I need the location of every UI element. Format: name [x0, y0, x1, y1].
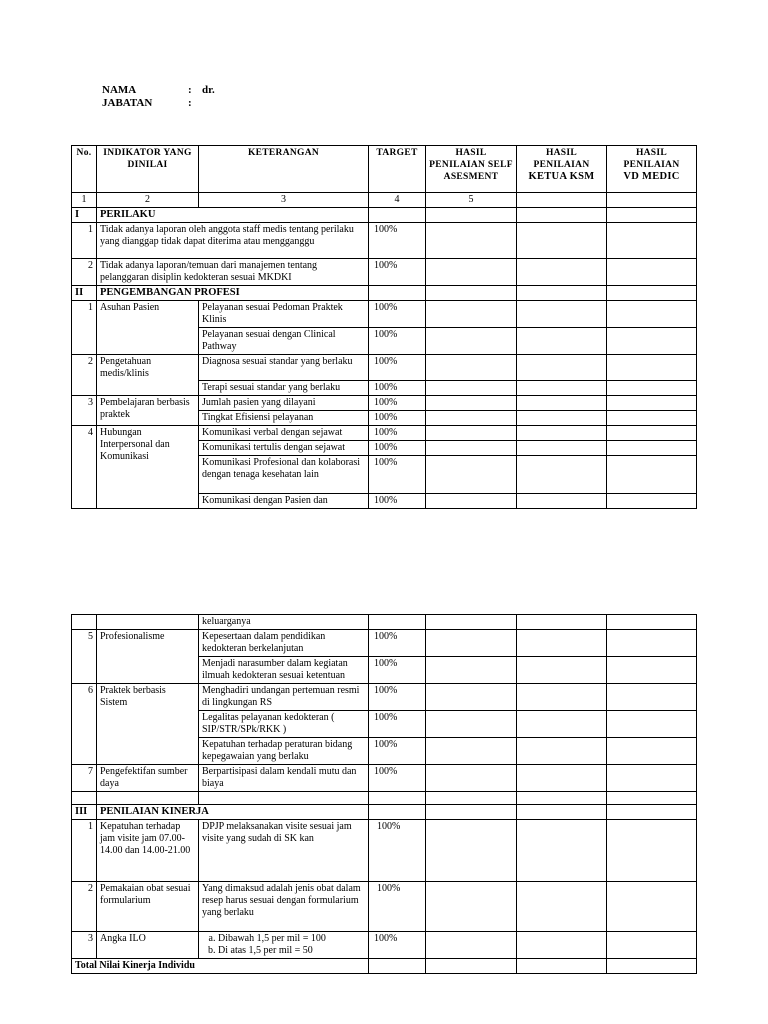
- table-row: [72, 820, 697, 882]
- table-row: [72, 223, 697, 259]
- section-title: PENILAIAN KINERJA: [97, 805, 369, 820]
- self-score-cell[interactable]: [426, 657, 517, 684]
- vd-bottom: VD MEDIC: [623, 171, 680, 182]
- row-number: 1: [72, 223, 97, 259]
- vd-score-cell[interactable]: [607, 259, 697, 286]
- ksm-bottom: KETUA KSM: [528, 171, 595, 182]
- self-score-cell[interactable]: [426, 396, 517, 411]
- total-row: [72, 959, 697, 974]
- nama-value: dr.: [202, 84, 215, 96]
- row-target: 100%: [369, 259, 426, 286]
- self-score-cell[interactable]: [426, 441, 517, 456]
- row-number: 7: [72, 765, 97, 792]
- jabatan-line: [102, 97, 202, 109]
- self-score-cell[interactable]: [426, 426, 517, 441]
- section-row-kinerja: [72, 805, 697, 820]
- table-row: [72, 396, 697, 411]
- ksm-score-cell[interactable]: [517, 355, 607, 381]
- row-text: Diagnosa sesuai standar yang berlaku: [199, 355, 369, 381]
- ksm-score-cell[interactable]: [517, 932, 607, 959]
- row-target: 100%: [369, 426, 426, 441]
- ksm-score-cell[interactable]: [517, 657, 607, 684]
- row-number: 2: [72, 355, 97, 396]
- self-score-cell[interactable]: [426, 494, 517, 509]
- indicator-name: Pengetahuan medis/klinis: [97, 355, 199, 396]
- col-number: 1: [72, 193, 97, 208]
- total-label: Total Nilai Kinerja Individu: [72, 959, 369, 974]
- row-target: 100%: [369, 738, 426, 765]
- row-text: DPJP melaksanakan visite sesuai jam visite yang sudah di SK kan: [199, 820, 369, 882]
- indicator-name: Profesionalisme: [97, 630, 199, 684]
- self-score-cell[interactable]: [426, 684, 517, 711]
- vd-score-cell[interactable]: [607, 820, 697, 882]
- table-row: [72, 882, 697, 932]
- table-row: [72, 426, 697, 441]
- vd-score-cell[interactable]: [607, 615, 697, 630]
- row-target: 100%: [369, 396, 426, 411]
- table-row: [72, 259, 697, 286]
- table-header-row: [72, 146, 697, 193]
- ksm-score-cell[interactable]: [517, 259, 607, 286]
- self-score-cell[interactable]: [426, 820, 517, 882]
- vd-top: HASIL PENILAIAN: [623, 148, 680, 170]
- row-number: 4: [72, 426, 97, 509]
- self-score-cell[interactable]: [426, 223, 517, 259]
- table-row: [72, 355, 697, 381]
- row-number: 6: [72, 684, 97, 765]
- self-score-cell[interactable]: [426, 738, 517, 765]
- col-header-indikator: INDIKATOR YANG DINILAI: [97, 146, 199, 193]
- vd-score-cell[interactable]: [607, 765, 697, 792]
- row-text: Komunikasi dengan Pasien dan: [199, 494, 369, 509]
- self-score-cell[interactable]: [426, 328, 517, 355]
- vd-score-cell[interactable]: [607, 441, 697, 456]
- table-row: [72, 765, 697, 792]
- row-text: Kepesertaan dalam pendidikan kedokteran berkelanjutan: [199, 630, 369, 657]
- ksm-score-cell[interactable]: [517, 765, 607, 792]
- self-score-cell[interactable]: [426, 259, 517, 286]
- row-text: Tingkat Efisiensi pelayanan: [199, 411, 369, 426]
- col-header-no: No.: [72, 146, 97, 193]
- ksm-score-cell[interactable]: [517, 630, 607, 657]
- ksm-score-cell[interactable]: [517, 301, 607, 328]
- row-target: 100%: [369, 355, 426, 381]
- table-row: [72, 630, 697, 657]
- row-number: 5: [72, 630, 97, 684]
- assessment-table-part-1: [71, 145, 697, 509]
- col-header-target: TARGET: [369, 146, 426, 193]
- self-score-cell[interactable]: [426, 456, 517, 494]
- ksm-score-cell[interactable]: [517, 441, 607, 456]
- ksm-score-cell[interactable]: [517, 882, 607, 932]
- ksm-score-cell[interactable]: [517, 381, 607, 396]
- self-score-cell[interactable]: [426, 615, 517, 630]
- vd-score-cell[interactable]: [607, 494, 697, 509]
- table-row: [72, 684, 697, 711]
- row-number: 1: [72, 820, 97, 882]
- self-total-cell[interactable]: [426, 959, 517, 974]
- indicator-name: Asuhan Pasien: [97, 301, 199, 355]
- row-text: Menjadi narasumber dalam kegiatan ilmuah kedokteran sesuai ketentuan: [199, 657, 369, 684]
- row-target: 100%: [369, 630, 426, 657]
- vd-score-cell[interactable]: [607, 396, 697, 411]
- row-text: Legalitas pelayanan kedokteran ( SIP/STR/SPk/RKK ): [199, 711, 369, 738]
- ksm-score-cell[interactable]: [517, 456, 607, 494]
- col-number: 4: [369, 193, 426, 208]
- row-number: 2: [72, 882, 97, 932]
- table-row: [72, 615, 697, 630]
- vd-score-cell[interactable]: [607, 657, 697, 684]
- self-score-cell[interactable]: [426, 355, 517, 381]
- row-text: Komunikasi tertulis dengan sejawat: [199, 441, 369, 456]
- ksm-score-cell[interactable]: [517, 711, 607, 738]
- section-row-perilaku: [72, 208, 697, 223]
- vd-score-cell[interactable]: [607, 932, 697, 959]
- empty-row: [72, 792, 697, 805]
- indicator-name: Kepatuhan terhadap jam visite jam 07.00-14.00 dan 14.00-21.00: [97, 820, 199, 882]
- ksm-score-cell[interactable]: [517, 223, 607, 259]
- row-text: Tidak adanya laporan/temuan dari manajemen tentang pelanggaran disiplin kedokteran sesuai MKDKI: [97, 259, 369, 286]
- vd-score-cell[interactable]: [607, 630, 697, 657]
- row-target: 100%: [369, 223, 426, 259]
- ilo-criteria-b: b. Di atas 1,5 per mil = 50: [218, 945, 365, 957]
- row-target: 100%: [369, 411, 426, 426]
- col-number: 5: [426, 193, 517, 208]
- row-number: 2: [72, 259, 97, 286]
- row-target: 100%: [369, 301, 426, 328]
- section-number: III: [72, 805, 97, 820]
- indicator-name: Hubungan Interpersonal dan Komunikasi: [97, 426, 199, 509]
- row-number: 3: [72, 932, 97, 959]
- assessment-table-part-2: [71, 614, 697, 974]
- ksm-score-cell[interactable]: [517, 411, 607, 426]
- row-text: Komunikasi Profesional dan kolaborasi dengan tenaga kesehatan lain: [199, 456, 369, 494]
- col-header-ketua-ksm: [517, 146, 607, 193]
- vd-score-cell[interactable]: [607, 355, 697, 381]
- row-target: 100%: [369, 711, 426, 738]
- indicator-name: Pembelajaran berbasis praktek: [97, 396, 199, 426]
- ksm-score-cell[interactable]: [517, 328, 607, 355]
- col-number: 3: [199, 193, 369, 208]
- row-text-continued: keluarganya: [199, 615, 369, 630]
- jabatan-label: JABATAN: [102, 97, 153, 109]
- ksm-total-cell[interactable]: [517, 959, 607, 974]
- ksm-score-cell[interactable]: [517, 494, 607, 509]
- col-number: 2: [97, 193, 199, 208]
- indicator-name: Pengefektifan sumber daya: [97, 765, 199, 792]
- nama-colon: :: [188, 84, 192, 96]
- row-target: 100%: [369, 684, 426, 711]
- col-number-row: [72, 193, 697, 208]
- vd-score-cell[interactable]: [607, 711, 697, 738]
- row-text: Komunikasi verbal dengan sejawat: [199, 426, 369, 441]
- section-title: PERILAKU: [97, 208, 369, 223]
- row-number: 1: [72, 301, 97, 355]
- indicator-name: Praktek berbasis Sistem: [97, 684, 199, 765]
- vd-score-cell[interactable]: [607, 328, 697, 355]
- row-text: Yang dimaksud adalah jenis obat dalam resep harus sesuai dengan formularium yang berlaku: [199, 882, 369, 932]
- col-header-keterangan: KETERANGAN: [199, 146, 369, 193]
- self-score-cell[interactable]: [426, 411, 517, 426]
- row-text: Terapi sesuai standar yang berlaku: [199, 381, 369, 396]
- ilo-criteria-a: a. Dibawah 1,5 per mil = 100: [218, 933, 365, 945]
- self-score-cell[interactable]: [426, 630, 517, 657]
- row-number: 3: [72, 396, 97, 426]
- ksm-top: HASIL PENILAIAN: [533, 148, 590, 170]
- self-score-cell[interactable]: [426, 381, 517, 396]
- table-row: [72, 301, 697, 328]
- row-target: 100%: [369, 882, 426, 932]
- row-text: Pelayanan sesuai dengan Clinical Pathway: [199, 328, 369, 355]
- ksm-score-cell[interactable]: [517, 684, 607, 711]
- section-row-profesi: [72, 286, 697, 301]
- row-target: 100%: [369, 381, 426, 396]
- vd-score-cell[interactable]: [607, 882, 697, 932]
- vd-score-cell[interactable]: [607, 684, 697, 711]
- ksm-score-cell[interactable]: [517, 820, 607, 882]
- ksm-score-cell[interactable]: [517, 738, 607, 765]
- row-text: Tidak adanya laporan oleh anggota staff medis tentang perilaku yang dianggap tidak dapat diterima atau mengganggu: [97, 223, 369, 259]
- row-target: 100%: [369, 657, 426, 684]
- vd-score-cell[interactable]: [607, 411, 697, 426]
- row-target: 100%: [369, 932, 426, 959]
- row-text: Pelayanan sesuai Pedoman Praktek Klinis: [199, 301, 369, 328]
- ksm-score-cell[interactable]: [517, 615, 607, 630]
- vd-score-cell[interactable]: [607, 301, 697, 328]
- jabatan-colon: :: [188, 97, 192, 109]
- vd-total-cell[interactable]: [607, 959, 697, 974]
- ksm-score-cell[interactable]: [517, 426, 607, 441]
- self-score-cell[interactable]: [426, 711, 517, 738]
- self-score-cell[interactable]: [426, 765, 517, 792]
- section-number: I: [72, 208, 97, 223]
- row-text: Berpartisipasi dalam kendali mutu dan biaya: [199, 765, 369, 792]
- row-target: 100%: [369, 441, 426, 456]
- vd-score-cell[interactable]: [607, 426, 697, 441]
- row-target: 100%: [369, 456, 426, 494]
- self-score-cell[interactable]: [426, 301, 517, 328]
- nama-label: NAMA: [102, 84, 137, 96]
- row-target: 100%: [369, 328, 426, 355]
- row-text: Menghadiri undangan pertemuan resmi di lingkungan RS: [199, 684, 369, 711]
- vd-score-cell[interactable]: [607, 223, 697, 259]
- vd-score-cell[interactable]: [607, 456, 697, 494]
- indicator-name: Pemakaian obat sesuai formularium: [97, 882, 199, 932]
- row-text: Jumlah pasien yang dilayani: [199, 396, 369, 411]
- row-target: 100%: [369, 494, 426, 509]
- row-text: Kepatuhan terhadap peraturan bidang kepegawaian yang berlaku: [199, 738, 369, 765]
- row-target: 100%: [369, 820, 426, 882]
- vd-score-cell[interactable]: [607, 381, 697, 396]
- section-title: PENGEMBANGAN PROFESI: [97, 286, 369, 301]
- indicator-name: Angka ILO: [97, 932, 199, 959]
- ksm-score-cell[interactable]: [517, 396, 607, 411]
- table-row: [72, 932, 697, 959]
- vd-score-cell[interactable]: [607, 738, 697, 765]
- self-score-cell[interactable]: [426, 932, 517, 959]
- nama-line: [102, 84, 215, 96]
- section-number: II: [72, 286, 97, 301]
- row-text-list: [199, 932, 369, 959]
- row-target: 100%: [369, 765, 426, 792]
- self-score-cell[interactable]: [426, 882, 517, 932]
- col-header-self-asesment: HASIL PENILAIAN SELF ASESMENT: [426, 146, 517, 193]
- col-header-vd-medic: [607, 146, 697, 193]
